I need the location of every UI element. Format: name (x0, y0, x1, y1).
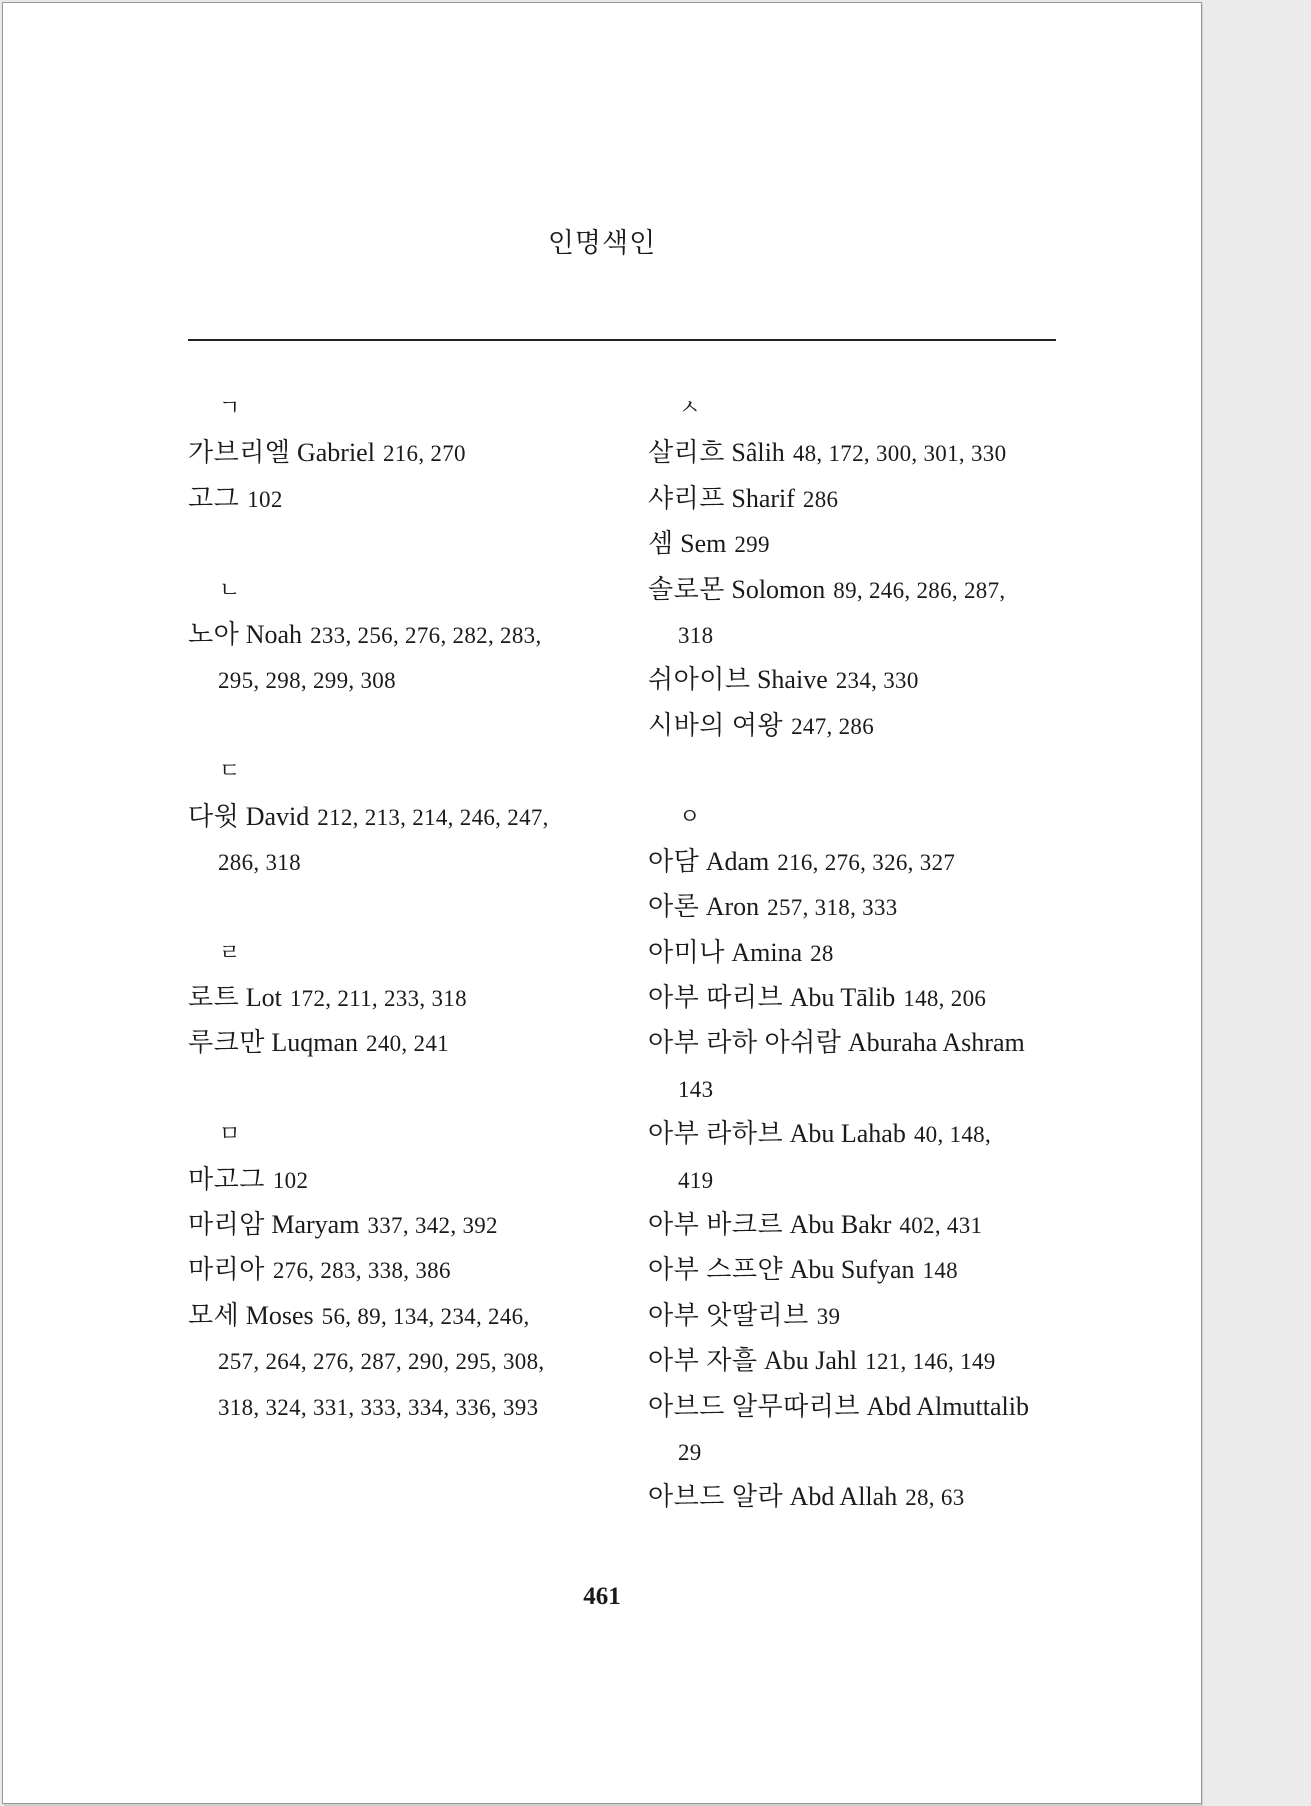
section-gap (188, 521, 658, 566)
page-refs: 257, 264, 276, 287, 290, 295, 308, (218, 1349, 545, 1375)
page-refs: 172, 211, 233, 318 (289, 986, 467, 1012)
page-refs: 337, 342, 392 (367, 1213, 498, 1239)
section-gap (188, 884, 658, 929)
entry-english-name: David (245, 801, 310, 831)
index-entry (188, 1293, 658, 1338)
section-gap (188, 1066, 658, 1111)
entry-korean-name: 마리아 (188, 1255, 265, 1285)
entry-english-name: Gabriel (296, 438, 375, 468)
entry-korean-name: 고그 (188, 483, 240, 513)
entry-korean-name: 아부 라하브 (648, 1119, 784, 1149)
entry-korean-name: 아부 자흘 (648, 1346, 758, 1376)
entry-english-name: Noah (245, 619, 303, 649)
index-entry-continuation (648, 612, 1078, 657)
viewer-background (1203, 0, 1311, 1806)
index-section-heading: ㅁ (219, 1121, 241, 1147)
entry-korean-name: 마고그 (188, 1164, 265, 1194)
entry-english-name: Luqman (271, 1028, 359, 1058)
page-refs: 89, 246, 286, 287, (833, 577, 1006, 603)
page-refs: 402, 431 (899, 1213, 983, 1239)
entry-korean-name: 아브드 알무따리브 (648, 1391, 860, 1421)
entry-english-name: Maryam (271, 1210, 360, 1240)
page-refs: 121, 146, 149 (865, 1349, 996, 1375)
index-entry (648, 1202, 1078, 1247)
entry-korean-name: 아부 앗딸리브 (648, 1300, 809, 1330)
entry-korean-name: 로트 (188, 983, 240, 1013)
page-refs: 212, 213, 214, 246, 247, (317, 804, 549, 830)
entry-korean-name: 아브드 알라 (648, 1482, 784, 1512)
page-refs: 29 (678, 1439, 702, 1465)
entry-korean-name: 루크만 (188, 1028, 265, 1058)
entry-korean-name: 솔로몬 (648, 574, 725, 604)
index-entry (648, 521, 1078, 566)
index-entry (648, 884, 1078, 929)
page-refs: 276, 283, 338, 386 (272, 1258, 451, 1284)
section-gap (648, 748, 1078, 793)
index-page (2, 2, 1202, 1804)
entry-english-name: Abu Jahl (763, 1346, 858, 1376)
index-entry (648, 1474, 1078, 1519)
entry-english-name: Abu Tālib (789, 983, 896, 1013)
index-entry (648, 703, 1078, 748)
index-entry (648, 1247, 1078, 1292)
entry-english-name: Sem (680, 529, 727, 559)
index-entry (188, 794, 658, 839)
entry-korean-name: 아담 (648, 846, 700, 876)
page-refs: 240, 241 (366, 1031, 449, 1057)
left-index-column (188, 385, 658, 1429)
entry-english-name: Solomon (731, 574, 826, 604)
index-entry (648, 430, 1078, 475)
index-entry (648, 1338, 1078, 1383)
page-refs: 102 (272, 1167, 309, 1193)
page-refs: 318, 324, 331, 333, 334, 336, 393 (218, 1394, 539, 1420)
index-entry-continuation (188, 839, 658, 884)
page-refs: 419 (678, 1167, 714, 1193)
entry-korean-name: 아론 (648, 892, 700, 922)
entry-english-name: Sharif (731, 483, 795, 513)
entry-english-name: Sâlih (731, 438, 785, 468)
page-refs: 216, 276, 326, 327 (777, 849, 956, 875)
page-refs: 257, 318, 333 (767, 895, 898, 921)
page-refs: 247, 286 (791, 713, 874, 739)
index-entry (188, 612, 658, 657)
index-entry (188, 1157, 658, 1202)
entry-english-name: Abu Sufyan (789, 1255, 915, 1285)
page-refs: 148, 206 (903, 986, 987, 1012)
index-entry-continuation (648, 1157, 1078, 1202)
index-entry (648, 1293, 1078, 1338)
index-entry (188, 430, 658, 475)
index-entry (188, 975, 658, 1020)
index-section-heading: ㄷ (219, 758, 241, 784)
index-entry (648, 930, 1078, 975)
page-refs: 233, 256, 276, 282, 283, (310, 622, 542, 648)
entry-korean-name: 노아 (188, 619, 240, 649)
page-refs: 295, 298, 299, 308 (218, 668, 396, 694)
entry-english-name: Adam (705, 846, 770, 876)
index-entry (188, 1202, 658, 1247)
page-refs: 48, 172, 300, 301, 330 (792, 441, 1007, 467)
entry-english-name: Abu Lahab (789, 1119, 906, 1149)
index-entry (648, 657, 1078, 702)
index-section-heading: ㄹ (219, 939, 241, 965)
index-entry (648, 839, 1078, 884)
index-section-heading: ㅇ (679, 803, 701, 829)
entry-korean-name: 마리암 (188, 1210, 265, 1240)
entry-korean-name: 아부 따리브 (648, 983, 784, 1013)
right-index-column (648, 385, 1078, 1520)
page-refs: 28, 63 (905, 1485, 965, 1511)
index-entry (188, 476, 658, 521)
entry-english-name: Abu Bakr (789, 1210, 892, 1240)
page-refs: 286, 318 (218, 849, 301, 875)
section-gap (188, 703, 658, 748)
index-entry-continuation (188, 657, 658, 702)
page-refs: 39 (816, 1303, 841, 1329)
index-section-heading: ㄴ (219, 576, 241, 602)
page-number: 461 (583, 1583, 621, 1610)
index-entry-continuation (648, 1066, 1078, 1111)
entry-english-name: Lot (245, 983, 282, 1013)
index-entry-continuation (188, 1338, 658, 1383)
entry-korean-name: 시바의 여왕 (648, 710, 784, 740)
page-refs: 56, 89, 134, 234, 246, (321, 1303, 530, 1329)
index-entry-continuation (648, 1429, 1078, 1474)
entry-korean-name: 살리흐 (648, 438, 725, 468)
entry-korean-name: 가브리엘 (188, 438, 291, 468)
page-refs: 40, 148, (913, 1122, 991, 1148)
page-refs: 286 (802, 486, 839, 512)
page-title: 인명색인 (547, 228, 657, 258)
title-rule (188, 339, 1056, 341)
index-entry (648, 1020, 1078, 1065)
index-entry (648, 1111, 1078, 1156)
entry-korean-name: 샤리프 (648, 483, 725, 513)
index-section-heading: ㄱ (219, 395, 241, 420)
entry-english-name: Aron (705, 892, 760, 922)
entry-korean-name: 다윗 (188, 801, 240, 831)
index-section-heading: ㅅ (679, 395, 701, 420)
index-entry (648, 1384, 1078, 1429)
index-entry (648, 476, 1078, 521)
entry-korean-name: 아부 라하 아쉬람 (648, 1028, 842, 1058)
entry-english-name: Abd Almuttalib (866, 1391, 1029, 1421)
index-entry (188, 1020, 658, 1065)
page-refs: 102 (247, 486, 283, 512)
entry-english-name: Moses (245, 1300, 314, 1330)
entry-english-name: Abd Allah (789, 1482, 898, 1512)
page-refs: 216, 270 (382, 441, 466, 467)
index-entry-continuation (188, 1384, 658, 1429)
page-refs: 148 (922, 1258, 958, 1284)
entry-korean-name: 셈 (648, 529, 674, 559)
entry-english-name: Aburaha Ashram (847, 1028, 1025, 1058)
entry-korean-name: 쉬아이브 (648, 665, 751, 695)
page-refs: 318 (678, 622, 714, 648)
entry-korean-name: 아부 바크르 (648, 1210, 784, 1240)
page-refs: 299 (734, 532, 770, 558)
page-refs: 143 (678, 1076, 714, 1102)
entry-korean-name: 아미나 (648, 937, 725, 967)
page-refs: 28 (810, 940, 834, 966)
index-entry (648, 567, 1078, 612)
index-entry (648, 975, 1078, 1020)
index-entry (188, 1247, 658, 1292)
page-refs: 234, 330 (835, 668, 919, 694)
entry-english-name: Amina (731, 937, 803, 967)
entry-korean-name: 모세 (188, 1300, 240, 1330)
entry-korean-name: 아부 스프얀 (648, 1255, 784, 1285)
entry-english-name: Shaive (756, 665, 828, 695)
